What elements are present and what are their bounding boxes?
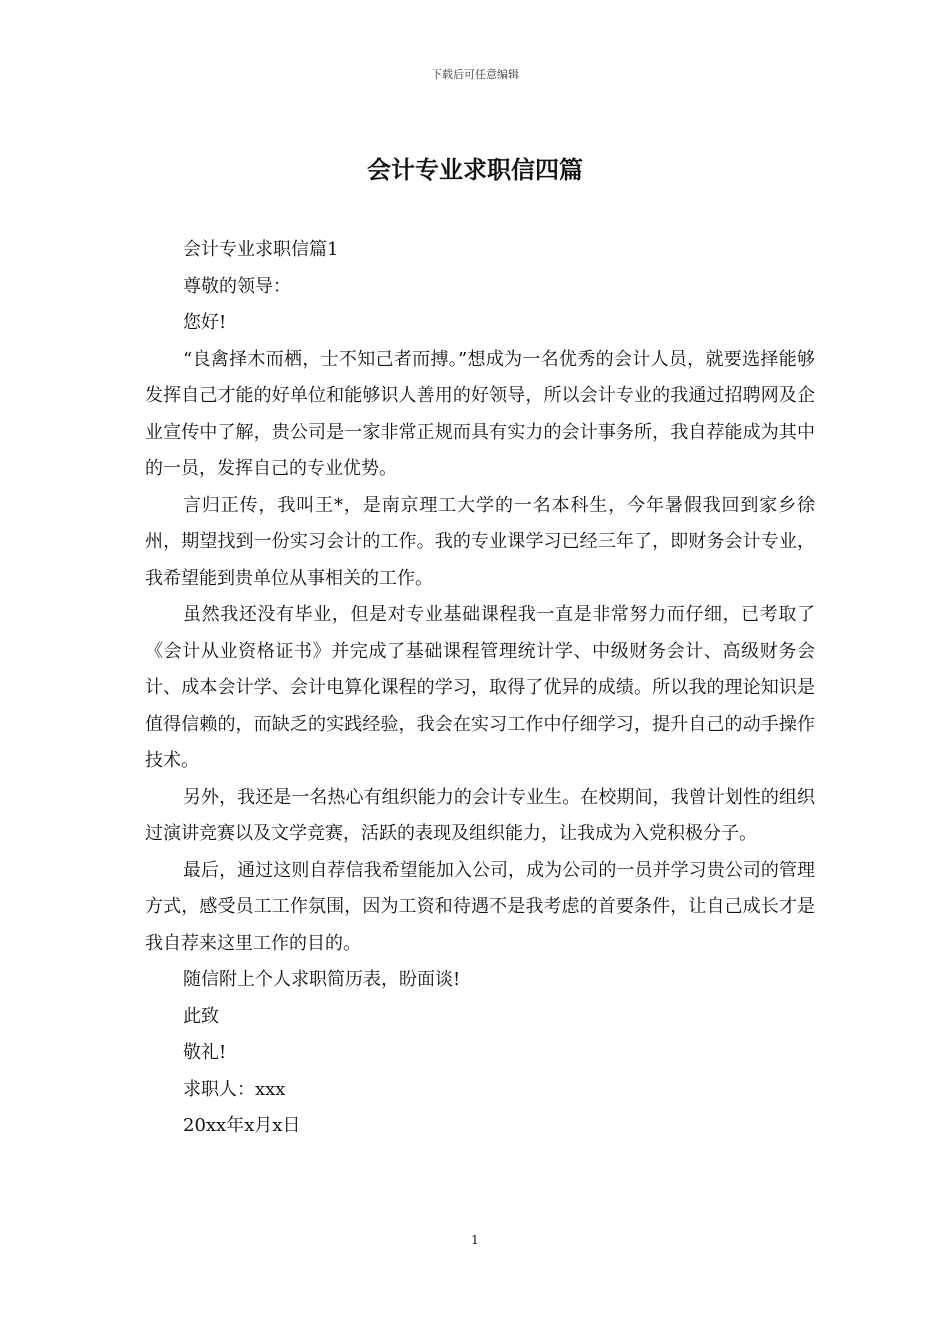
body-paragraph: “良禽择木而栖，士不知己者而搏。”想成为一名优秀的会计人员，就要选择能够发挥自己才能的好单位和能够识人善用的好领导，所以会计专业的我通过招聘网及企业宣传中了解，贵公司是一家非常正规而具有实力的会计事务所，我自荐能成为其中的一员，发挥自己的专业优势。 (145, 348, 815, 479)
document-title: 会计专业求职信四篇 (367, 155, 583, 184)
salutation: 尊敬的领导： (183, 275, 291, 297)
body-paragraph: 另外，我还是一名热心有组织能力的会计专业生。在校期间，我曾计划性的组织过演讲竞赛以及文学竞赛，活跃的表现及组织能力，让我成为入党积极分子。 (145, 786, 815, 844)
body-paragraph: 最后，通过这则自荐信我希望能加入公司，成为公司的一员并学习贵公司的管理方式，感受员工工作氛围，因为工资和待遇不是我考虑的首要条件，让自己成长才是我自荐来这里工作的目的。 (145, 859, 815, 954)
signature-applicant: 求职人：xxx (183, 1078, 286, 1100)
section-heading: 会计专业求职信篇1 (183, 239, 339, 260)
signature-date: 20xx年x月x日 (183, 1115, 301, 1136)
document-body (145, 232, 815, 1145)
greeting: 您好! (183, 312, 227, 333)
body-paragraph: 虽然我还没有毕业，但是对专业基础课程我一直是非常努力而仔细，已考取了《会计从业资格证书》并完成了基础课程管理统计学、中级财务会计、高级财务会计、成本会计学、会计电算化课程的学习，取得了优异的成绩。所以我的理论知识是值得信赖的，而缺乏的实践经验，我会在实习工作中仔细学习，提升自己的动手操作技术。 (145, 604, 815, 771)
body-paragraph: 言归正传，我叫王*，是南京理工大学的一名本科生，今年暑假我回到家乡徐州，期望找到一份实习会计的工作。我的专业课学习已经三年了，即财务会计专业，我希望能到贵单位从事相关的工作。 (145, 494, 815, 589)
closing-salute: 此致 (183, 1005, 219, 1027)
closing-regards: 敬礼! (183, 1042, 227, 1063)
header-note: 下载后可任意编辑 (431, 68, 519, 81)
page-number: 1 (471, 1233, 479, 1247)
closing-line: 随信附上个人求职简历表，盼面谈! (183, 969, 461, 990)
